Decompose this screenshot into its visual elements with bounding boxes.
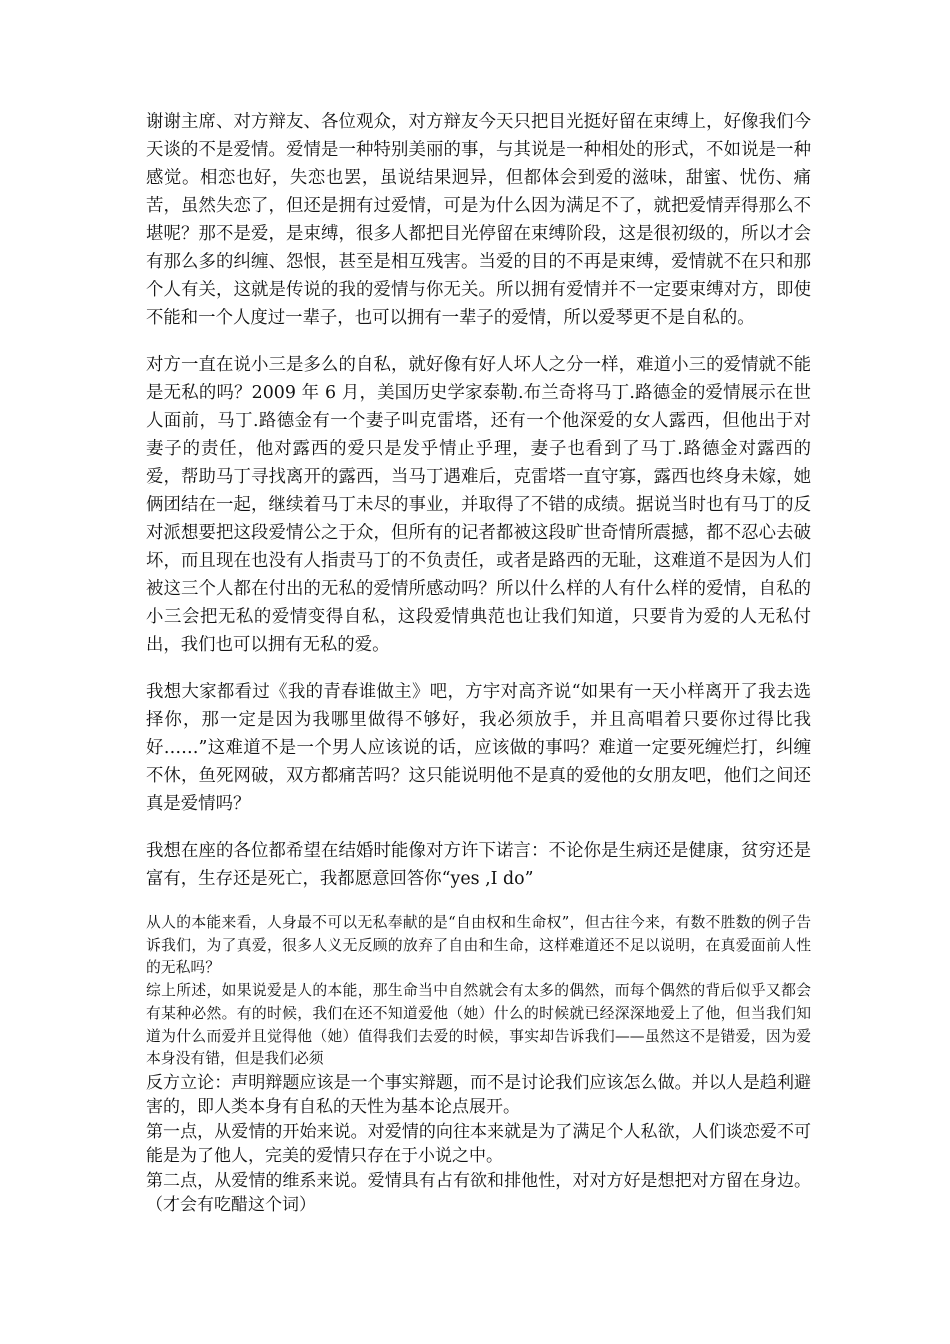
paragraph-vow: 我想在座的各位都希望在结婚时能像对方许下诺言：不论你是生病还是健康，贫穷还是富有，生存还是死亡，我都愿意回答你“yes ,I do” <box>146 841 811 889</box>
paragraph-mistress: 对方一直在说小三是多么的自私，就好像有好人坏人之分一样，难道小三的爱情就不能是无私的吗？2009 年 6 月，美国历史学家泰勒.布兰奇将马丁.路德金的爱情展示在世人面前，马丁.路德金有一个妻子叫克雷塔，还有一个他深爱的女人露西，但他出于对妻子的责任，他对露西的爱只是发乎情止乎理，妻子也看到了马丁.路德金对露西的爱，帮助马丁寻找离开的露西，当马丁遇难后，克雷塔一直守寡，露西也终身未嫁，她俩团结在一起，继续着马丁未尽的事业，并取得了不错的成绩。据说当时也有马丁的反对派想要把这段爱情公之于众，但所有的记者都被这段旷世奇情所震撼，都不忍心去破坏，而且现在也没有人指责马丁的不负责任，或者是路西的无耻，这难道不是因为人们被这三个人都在付出的无私的爱情所感动吗？所以什么样的人有什么样的爱情，自私的小三会把无私的爱情变得自私，这段爱情典范也让我们知道，只要肯为爱的人无私付出，我们也可以拥有无私的爱。 <box>146 355 811 655</box>
paragraph-instinct: 从人的本能来看，人身最不可以无私奉献的是“自由权和生命权”，但古往今来，有数不胜数的例子告诉我们，为了真爱，很多人义无反顾的放弃了自由和生命，这样难道还不足以说明，在真爱面前人性的无私吗？ <box>146 914 811 977</box>
notes-block <box>146 912 811 1071</box>
paragraph-point-two: 第二点，从爱情的维系来说。爱情具有占有欲和排他性，对对方好是想把对方留在身边。（才会有吃醋这个词） <box>146 1170 811 1216</box>
paragraph-opening: 谢谢主席、对方辩友、各位观众，对方辩友今天只把目光挺好留在束缚上，好像我们今天谈的不是爱情。爱情是一种特别美丽的事，与其说是一种相处的形式，不如说是一种感觉。相恋也好，失恋也罢，虽说结果迥异，但都体会到爱的滋味，甜蜜、忧伤、痛苦，虽然失恋了，但还是拥有过爱情，可是为什么因为满足不了，就把爱情弄得那么不堪呢？那不是爱，是束缚，很多人都把目光停留在束缚阶段，这是很初级的，所以才会有那么多的纠缠、怨恨，甚至是相互残害。当爱的目的不再是束缚，爱情就不在只和那个人有关，这就是传说的我的爱情与你无关。所以拥有爱情并不一定要束缚对方，即使不能和一个人度过一辈子，也可以拥有一辈子的爱情，所以爱琴更不是自私的。 <box>146 112 811 328</box>
paragraph-summary: 综上所述，如果说爱是人的本能，那生命当中自然就会有太多的偶然，而每个偶然的背后似乎又都会有某种必然。有的时候，我们在还不知道爱他（她）什么的时候就已经深深地爱上了他，但当我们知道为什么而爱并且觉得他（她）值得我们去爱的时候，事实却告诉我们——虽然这不是错爱，因为爱本身没有错，但是我们必须 <box>146 982 811 1068</box>
paragraph-point-one: 第一点，从爱情的开始来说。对爱情的向往本来就是为了满足个人私欲，人们谈恋爱不可能是为了他人，完美的爱情只存在于小说之中。 <box>146 1121 811 1167</box>
document-body <box>146 108 811 1218</box>
paragraph-youth: 我想大家都看过《我的青春谁做主》吧，方宇对高齐说“如果有一天小样离开了我去选择你，那一定是因为我哪里做得不够好，我必须放手，并且高唱着只要你过得比我好……”这难道不是一个男人应该说的话，应该做的事吗？难道一定要死缠烂打，纠缠不休，鱼死网破，双方都痛苦吗？这只能说明他不是真的爱他的女朋友吧，他们之间还真是爱情吗？ <box>146 682 811 814</box>
paragraph-opposing-thesis: 反方立论：声明辩题应该是一个事实辩题，而不是讨论我们应该怎么做。并以人是趋利避害的，即人类本身有自私的天性为基本论点展开。 <box>146 1072 811 1118</box>
